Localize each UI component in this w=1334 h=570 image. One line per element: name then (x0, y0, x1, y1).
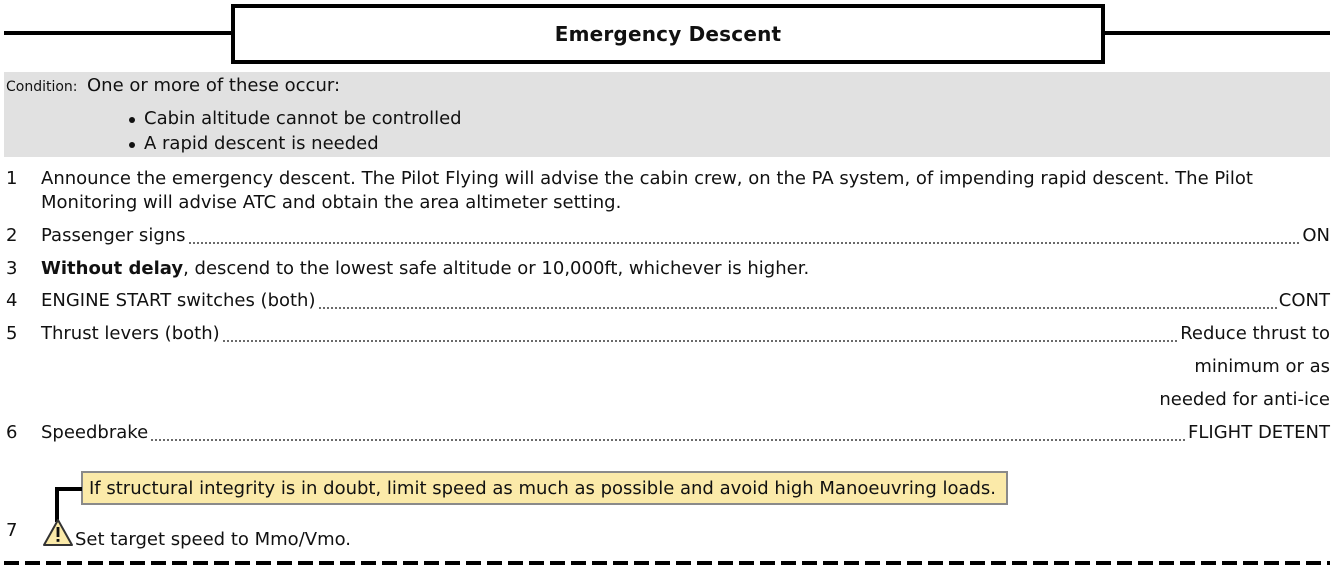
step-text: Monitoring will advise ATC and obtain the area altimeter setting. (41, 192, 622, 213)
step-row (41, 421, 1330, 445)
step-value: needed for anti-ice (1159, 389, 1330, 410)
step-5-cont (0, 388, 1330, 412)
caution-note: If structural integrity is in doubt, limit speed as much as possible and avoid high Manoeuvring loads. (81, 471, 1008, 505)
step-number: 4 (6, 290, 18, 311)
caution-connector (55, 487, 82, 491)
step-row (41, 322, 1330, 346)
step-value: minimum or as (1194, 356, 1330, 377)
step-row (41, 224, 1330, 248)
dot-leader (222, 340, 1179, 342)
step-row (41, 289, 1330, 313)
step-value: CONT (1278, 290, 1330, 311)
step-value: FLIGHT DETENT (1188, 422, 1330, 443)
caution-connector (55, 487, 59, 522)
step-4 (0, 289, 1330, 313)
dot-leader (150, 439, 1186, 441)
step-emphasis: Without delay (41, 258, 184, 279)
condition-item: A rapid descent is needed (144, 131, 462, 156)
step-5-cont (0, 355, 1330, 379)
step-number: 7 (6, 520, 18, 541)
step-6 (0, 421, 1330, 445)
step-text: Set target speed to Mmo/Vmo. (75, 529, 352, 550)
condition-list (144, 106, 462, 156)
step-value: ON (1302, 225, 1330, 246)
step-value: Reduce thrust to (1180, 323, 1330, 344)
step-number: 6 (6, 422, 18, 443)
step-7-text-row (0, 528, 1330, 552)
step-3 (0, 257, 1330, 281)
step-label: Passenger signs (41, 225, 186, 246)
dot-leader (318, 307, 1277, 309)
page-title: Emergency Descent (231, 4, 1105, 64)
step-number: 3 (6, 258, 18, 279)
condition-label: Condition: (6, 79, 78, 95)
step-text: Announce the emergency descent. The Pilot Flying will advise the cabin crew, on the PA system, of impending rapid descent. The Pilot (41, 168, 1253, 189)
step-number: 2 (6, 225, 18, 246)
step-number: 5 (6, 323, 18, 344)
condition-block (4, 72, 1330, 157)
step-text-rest: , descend to the lowest safe altitude or 10,000ft, whichever is higher. (183, 258, 810, 279)
step-5 (0, 322, 1330, 346)
step-label: Speedbrake (41, 422, 149, 443)
step-1 (0, 167, 1330, 191)
step-text (41, 257, 809, 281)
end-of-procedure-rule (4, 561, 1330, 565)
dot-leader (188, 242, 1301, 244)
condition-text: One or more of these occur: (87, 75, 341, 96)
step-number: 1 (6, 168, 18, 189)
step-label: Thrust levers (both) (41, 323, 220, 344)
step-label: ENGINE START switches (both) (41, 290, 316, 311)
step-2 (0, 224, 1330, 248)
step-1-cont (0, 191, 1330, 215)
condition-item: Cabin altitude cannot be controlled (144, 108, 462, 129)
